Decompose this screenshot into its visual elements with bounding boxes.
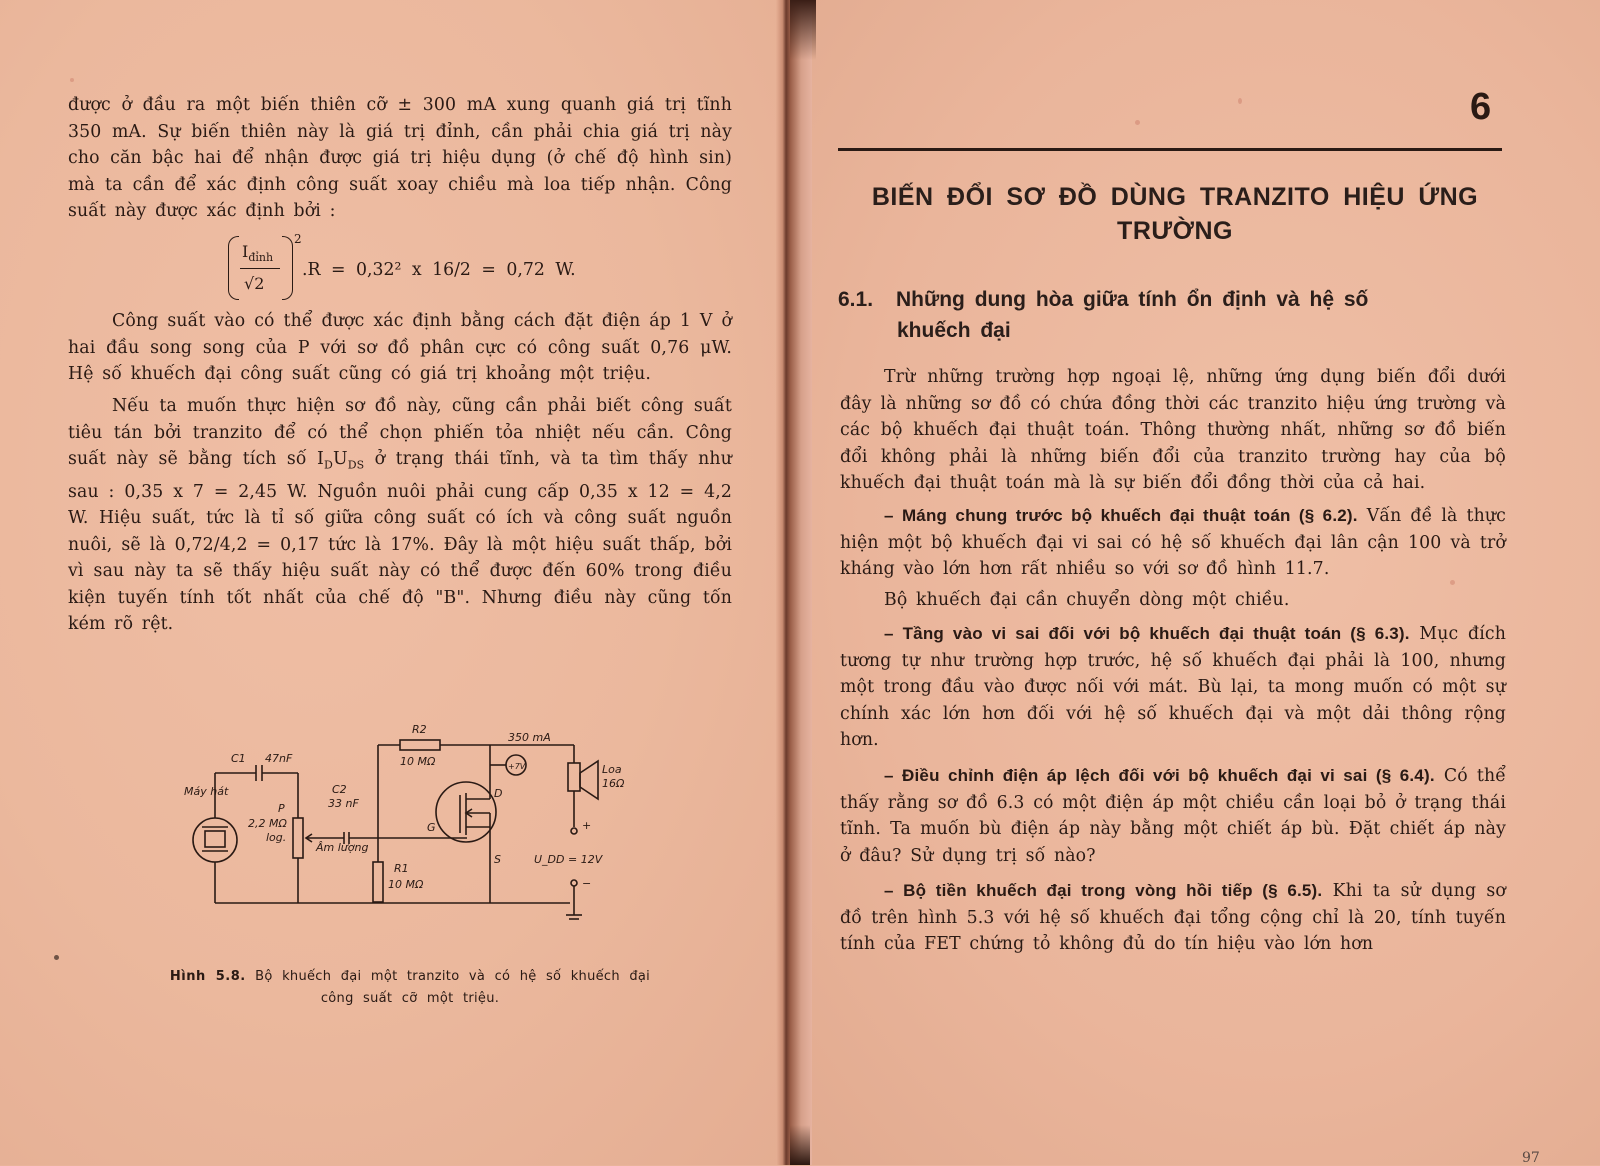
label-r2: R2 (412, 723, 427, 736)
label-gate: G (427, 821, 436, 834)
symbol-uds-subscript: DS (347, 458, 365, 472)
left-paragraph-2: Công suất vào có thể được xác định bằng cách đặt điện áp 1 V ở hai đầu song song của P với sơ đồ phân cực có công suất 0,76 μW. Hệ số khuếch đại công suất cũng có giá trị khoảng một triệu. (68, 311, 732, 384)
label-c2-value: 33 nF (328, 797, 359, 810)
label-speaker-value: 16Ω (602, 777, 625, 790)
paragraph-text: Có thể thấy rằng sơ đồ 6.3 có một điện áp một chiều cần loại bỏ ở trạng thái tĩnh. Ta muốn bù điện áp này bằng một chiết áp bù. Đặt chiết áp này ở đâu? Sử dụng trị số nào? (840, 766, 1507, 866)
formula-paren-right (282, 236, 293, 300)
section-number: 6.1. (838, 288, 874, 311)
label-minus: − (582, 877, 592, 890)
paragraph-text: Khi ta sử dụng sơ đồ trên hình 5.3 với hệ số khuếch đại tổng cộng chỉ là 20, tính tuyến tính của FET chứng tỏ không đủ do tín hiệu vào lớn hơn (840, 881, 1506, 954)
right-paragraph-item-6-3 (840, 621, 1506, 754)
label-c1-value: 47nF (265, 752, 293, 765)
paragraph-text: Mục đích tương tự như trường hợp trước, hệ số khuếch đại phải là 100, nhưng một trong đầu vào được nối với mát. Bù lại, ta mong muốn có một sự chính xác lớn hơn đối với hệ số khuếch đại và một dải thông rộng hơn. (840, 624, 1507, 750)
figure-caption-label: Hình 5.8. (169, 969, 246, 984)
power-formula (228, 232, 608, 304)
item-lead: – Máng chung trước bộ khuếch đại thuật toán (§ 6.2). (884, 506, 1358, 525)
label-pot-type: log. (266, 831, 287, 844)
right-paragraph-item-6-2 (840, 503, 1506, 583)
paragraph-text: Nếu ta muốn thực hiện sơ đồ này, cũng cần phải biết công suất tiêu tán bởi tranzito để có thể chọn phiến tỏa nhiệt nếu cần. Công suất này sẽ bằng tích số (68, 396, 732, 469)
label-current: 350 mA (508, 731, 551, 744)
formula-paren-left (228, 236, 239, 300)
label-drain: D (494, 787, 503, 800)
formula-exponent: 2 (294, 232, 302, 246)
chapter-divider (838, 148, 1502, 151)
label-volume: Âm lượng (316, 841, 369, 854)
paper-speck (54, 955, 59, 960)
section-heading (838, 284, 1478, 346)
book-gutter (776, 0, 812, 1165)
right-page (790, 0, 1600, 1165)
right-paragraph-item-6-5 (840, 878, 1506, 958)
label-pot: P (278, 802, 285, 815)
label-c1: C1 (231, 752, 246, 765)
chapter-number: 6 (1470, 86, 1492, 128)
formula-result: .R = 0,32² x 16/2 = 0,72 W. (302, 260, 576, 280)
formula-numerator (242, 242, 273, 264)
figure-caption-text: Bộ khuếch đại một tranzito và có hệ số khuếch đại công suất cỡ một triệu. (255, 969, 651, 1006)
left-paragraph-3 (68, 393, 732, 638)
paragraph-text: Trừ những trường hợp ngoại lệ, những ứng dụng biến đổi dưới đây là những sơ đồ có chứa đồng thời các tranzito hiệu ứng trường và các bộ khuếch đại thuật toán. Thông thường nhất, những sơ đồ biến đổi không phải là những biến đổi của tranzito trường hay của bộ khuếch đại thuật toán mà là sự biến đổi đồng thời của cả hai. (840, 367, 1506, 493)
right-paragraph-dc-note (840, 587, 1506, 614)
figure-caption (150, 966, 670, 1010)
formula-fraction-bar (240, 268, 280, 269)
paper-speck (1135, 120, 1140, 125)
label-supply: U_DD = 12V (534, 853, 603, 866)
symbol-id-subscript: D (323, 458, 333, 472)
symbol-id: I (317, 449, 324, 469)
section-title-line1: Những dung hòa giữa tính ổn định và hệ số (896, 288, 1369, 311)
formula-denominator: √2 (244, 274, 265, 293)
paper-speck (70, 78, 74, 82)
label-r1: R1 (394, 862, 409, 875)
label-source-pin: S (494, 853, 501, 866)
circuit-diagram (170, 715, 640, 930)
paragraph-text: Vấn đề là thực hiện một bộ khuếch đại vi sai có hệ số khuếch đại lân cận 100 và trở kháng vào lớn hơn rất nhiều so với sơ đồ hình 11.7. (840, 506, 1506, 579)
left-paragraph-1: được ở đầu ra một biến thiên cỡ ± 300 mA xung quanh giá trị tĩnh 350 mA. Sự biến thiên này là giá trị đỉnh, cần phải chia giá trị này cho căn bậc hai để nhận được giá trị hiệu dụng (ở chế độ hình sin) mà ta cần để xác định công suất xoay chiều mà loa tiếp nhận. Công suất này được xác định bởi : (68, 95, 732, 221)
page-number: 97 (1522, 1150, 1540, 1166)
item-lead: – Bộ tiền khuếch đại trong vòng hồi tiếp (§ 6.5). (884, 881, 1323, 900)
item-lead: – Điều chỉnh điện áp lệch đối với bộ khuếch đại vi sai (§ 6.4). (884, 766, 1435, 785)
formula-numerator-symbol: I (242, 242, 249, 261)
chapter-title: BIẾN ĐỔI SƠ ĐỒ DÙNG TRANZITO HIỆU ỨNG TRƯỜNG (871, 183, 1479, 245)
gutter-shadow-bottom (790, 1125, 810, 1165)
gutter-shadow-top (790, 0, 816, 60)
paper-speck (1238, 98, 1242, 104)
right-paragraph-item-6-4 (840, 763, 1506, 869)
label-meter: +7V (508, 762, 526, 771)
right-paragraph-intro (840, 364, 1506, 497)
section-title-line2: khuếch đại (897, 319, 1011, 342)
item-lead: – Tầng vào vi sai đối với bộ khuếch đại thuật toán (§ 6.3). (884, 624, 1410, 643)
label-plus: + (582, 819, 592, 832)
symbol-uds: U (332, 449, 348, 469)
paragraph-text: ở trạng thái tĩnh, và ta tìm thấy như sau : 0,35 x 7 = 2,45 W. Nguồn nuôi phải cung cấp 0,35 x 12 = 4,2 W. Hiệu suất, tức là tỉ số giữa công suất có ích và công suất nguồn nuôi, sẽ là 0,72/4,2 = 0,17 tức là 17%. Đây là một hiệu suất thấp, bởi vì sau này ta sẽ thấy hiệu suất này có thể được đến 60% trong điều kiện tuyến tính tốt nhất của chế độ "B". Nhưng điều này cũng tốn kém rõ rệt. (68, 449, 732, 635)
label-r2-value: 10 MΩ (400, 755, 436, 768)
label-c2: C2 (332, 783, 347, 796)
label-r1-value: 10 MΩ (388, 878, 424, 891)
label-source: Máy hát (184, 785, 229, 798)
formula-numerator-subscript: đỉnh (248, 251, 274, 265)
paragraph-text: Bộ khuếch đại cần chuyển dòng một chiều. (884, 590, 1290, 610)
label-speaker: Loa (602, 763, 622, 776)
label-pot-value: 2,2 MΩ (248, 817, 287, 830)
